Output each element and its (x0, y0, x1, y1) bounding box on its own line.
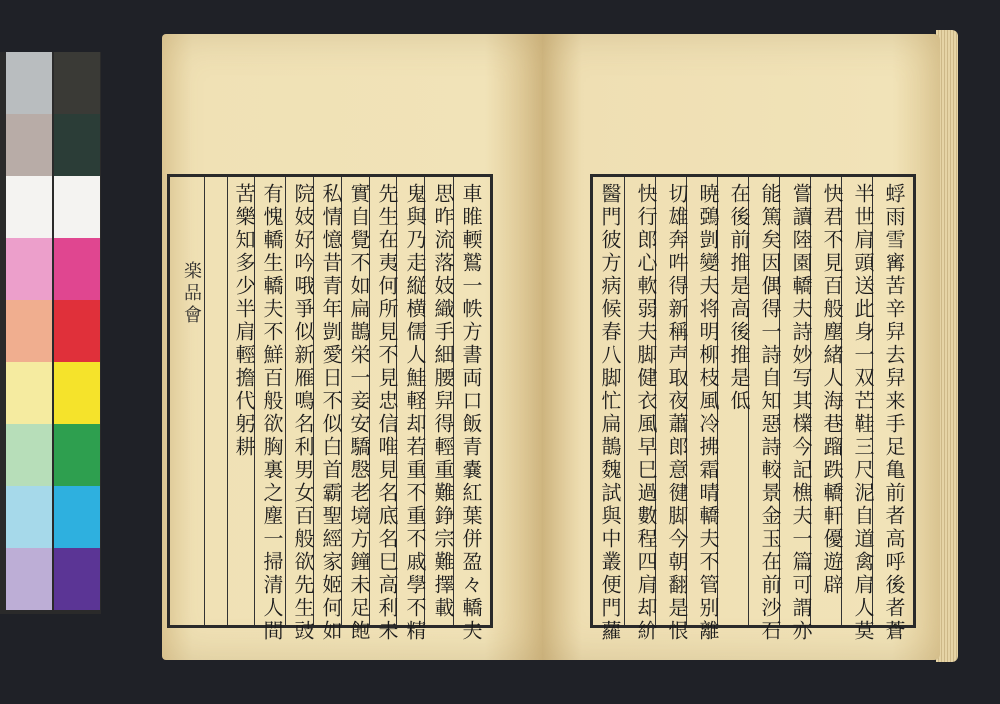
text-column: 蜉雨雪寗苦辛舁去舁来手足亀前者高呼後者蒼 (882, 183, 906, 643)
color-patch (6, 176, 52, 238)
color-patch (54, 238, 100, 300)
text-column: 車睢輭鷲一帙方書両口飯青嚢紅葉併盈々轎夫 (459, 183, 483, 643)
text-column: 快行郎心軟弱夫脚健衣風早巳過數程四肩却紒 (634, 183, 658, 643)
color-patch (54, 362, 100, 424)
color-patch (6, 114, 52, 176)
color-patch (6, 52, 52, 114)
color-patch (6, 486, 52, 548)
text-column: 半世肩頭送此身一双芒鞋三尺泥自道禽肩人莫 (851, 183, 875, 643)
color-patch (6, 548, 52, 610)
color-patch (6, 424, 52, 486)
text-column: 苦樂知多少半肩輕擔代躬耕 (232, 183, 256, 459)
right-page (542, 34, 940, 660)
color-calibration-card (0, 52, 101, 614)
open-book (150, 20, 962, 670)
color-patch (6, 238, 52, 300)
text-column: 嘗讀陸園轎夫詩妙写其檏今記樵夫一篇可謂亦 (789, 183, 813, 643)
text-column: 有愧轎生轎夫不鮮百般欲胸裏之塵一掃清人間 (260, 183, 284, 643)
color-patch (6, 300, 52, 362)
text-column: 切雄奔吽得新稱声取夜蕭郎意徤脚今朝翻是恨 (665, 183, 689, 643)
margin-label: 楽品會 (181, 261, 202, 327)
text-column: 鬼與乃走縦横儒人鮭軽却若重不重不戚學不精 (403, 183, 427, 643)
text-column: 先生在夷何所見不見忠信唯見名底名巳高利未 (375, 183, 399, 643)
color-patch (54, 300, 100, 362)
left-text-frame (167, 174, 493, 643)
text-column: 能篤矣因偶得一詩自知惡詩較景金玉在前沙石 (758, 183, 782, 643)
text-column: 醫門彼方病候春八脚忙扁鵲魏試與中叢便門蘿 (598, 183, 622, 643)
text-column: 在後前推是高後推是低 (727, 183, 751, 413)
right-text-frame (590, 174, 916, 643)
color-patch (54, 176, 100, 238)
color-patch (54, 548, 100, 610)
color-patch (54, 114, 100, 176)
color-patch (54, 52, 100, 114)
text-column: 私情憶昔青年剴愛日不似白首霸聖經家姬何如 (319, 183, 343, 643)
left-page (162, 34, 542, 660)
color-patch (54, 424, 100, 486)
text-column: 院妓好吟哦爭似新雁鳴名利男女百般欲先生豉 (291, 183, 315, 643)
color-patch (54, 486, 100, 548)
text-column: 實自覺不如扁鵲栄一妾安驕慇老境方鐘未足飽 (347, 183, 371, 643)
text-column: 快君不見百般塵緒人海巷蹓跌轎軒優遊辟 (820, 183, 844, 597)
text-column: 暁鵶剴變夫将明柳枝風冷拂霜晴轎夫不管别離 (696, 183, 720, 643)
text-column: 思昨流落妓織手細腰舁得輕重難錚宗難擇載 (431, 183, 455, 620)
color-patch (6, 362, 52, 424)
